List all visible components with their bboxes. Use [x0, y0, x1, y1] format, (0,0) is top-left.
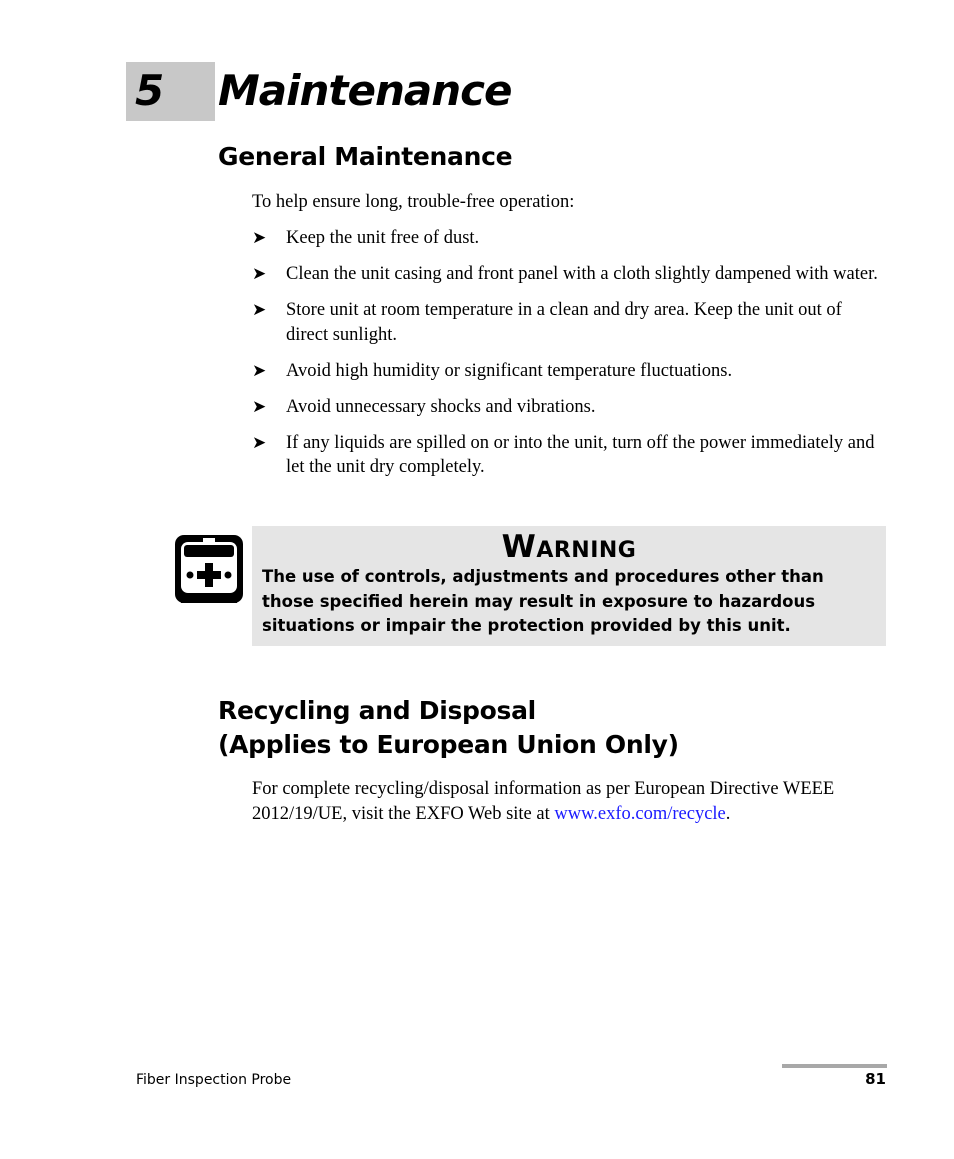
warning-text: The use of controls, adjustments and procedures other than those specified herein may result in exposure to hazardous situations or impair the protection provided by this unit.	[262, 567, 824, 635]
warning-title: Warning	[501, 529, 637, 565]
list-item	[252, 395, 882, 420]
list-item-text: Avoid high humidity or significant temperature fluctuations.	[286, 360, 733, 381]
recycling-heading-line1: Recycling and Disposal	[218, 696, 536, 725]
chapter-number: 5	[135, 66, 165, 115]
arrowhead-bullet-icon: ➤	[252, 360, 267, 381]
arrowhead-bullet-icon: ➤	[252, 300, 267, 320]
recycling-heading-line2: (Applies to European Union Only)	[218, 730, 679, 759]
list-item-text: If any liquids are spilled on or into the unit, turn off the power immediately and let the unit dry completely.	[286, 432, 875, 477]
list-item	[252, 298, 882, 347]
page-number: 81	[865, 1070, 886, 1088]
arrowhead-bullet-icon: ➤	[252, 264, 267, 284]
recycling-text-end: .	[725, 804, 731, 824]
arrowhead-bullet-icon: ➤	[252, 432, 267, 453]
ambulance-icon	[174, 533, 244, 605]
list-item-text: Clean the unit casing and front panel with a cloth slightly dampened with water.	[286, 264, 878, 284]
list-item-text: Keep the unit free of dust.	[286, 228, 480, 248]
list-item	[252, 262, 882, 287]
recycling-paragraph	[252, 777, 882, 827]
recycle-link[interactable]: www.exfo.com/recycle	[554, 804, 726, 824]
list-item-text: Store unit at room temperature in a clean and dry area. Keep the unit out of direct sunlight.	[286, 300, 842, 345]
footer-doc-title: Fiber Inspection Probe	[136, 1072, 292, 1088]
recycling-heading	[218, 694, 679, 762]
recycling-text: For complete recycling/disposal information as per European Directive WEEE 2012/19/UE, visit the EXFO Web site at	[252, 779, 835, 824]
general-maintenance-heading: General Maintenance	[218, 142, 513, 171]
warning-box	[252, 526, 886, 646]
list-item	[252, 359, 882, 384]
list-item	[252, 226, 882, 251]
chapter-title: Maintenance	[218, 66, 512, 115]
arrowhead-bullet-icon: ➤	[252, 396, 267, 417]
arrowhead-bullet-icon: ➤	[252, 228, 267, 248]
maintenance-list	[252, 226, 882, 491]
list-item-text: Avoid unnecessary shocks and vibrations.	[286, 396, 596, 417]
general-intro: To help ensure long, trouble-free operation:	[252, 192, 575, 212]
list-item	[252, 431, 882, 480]
